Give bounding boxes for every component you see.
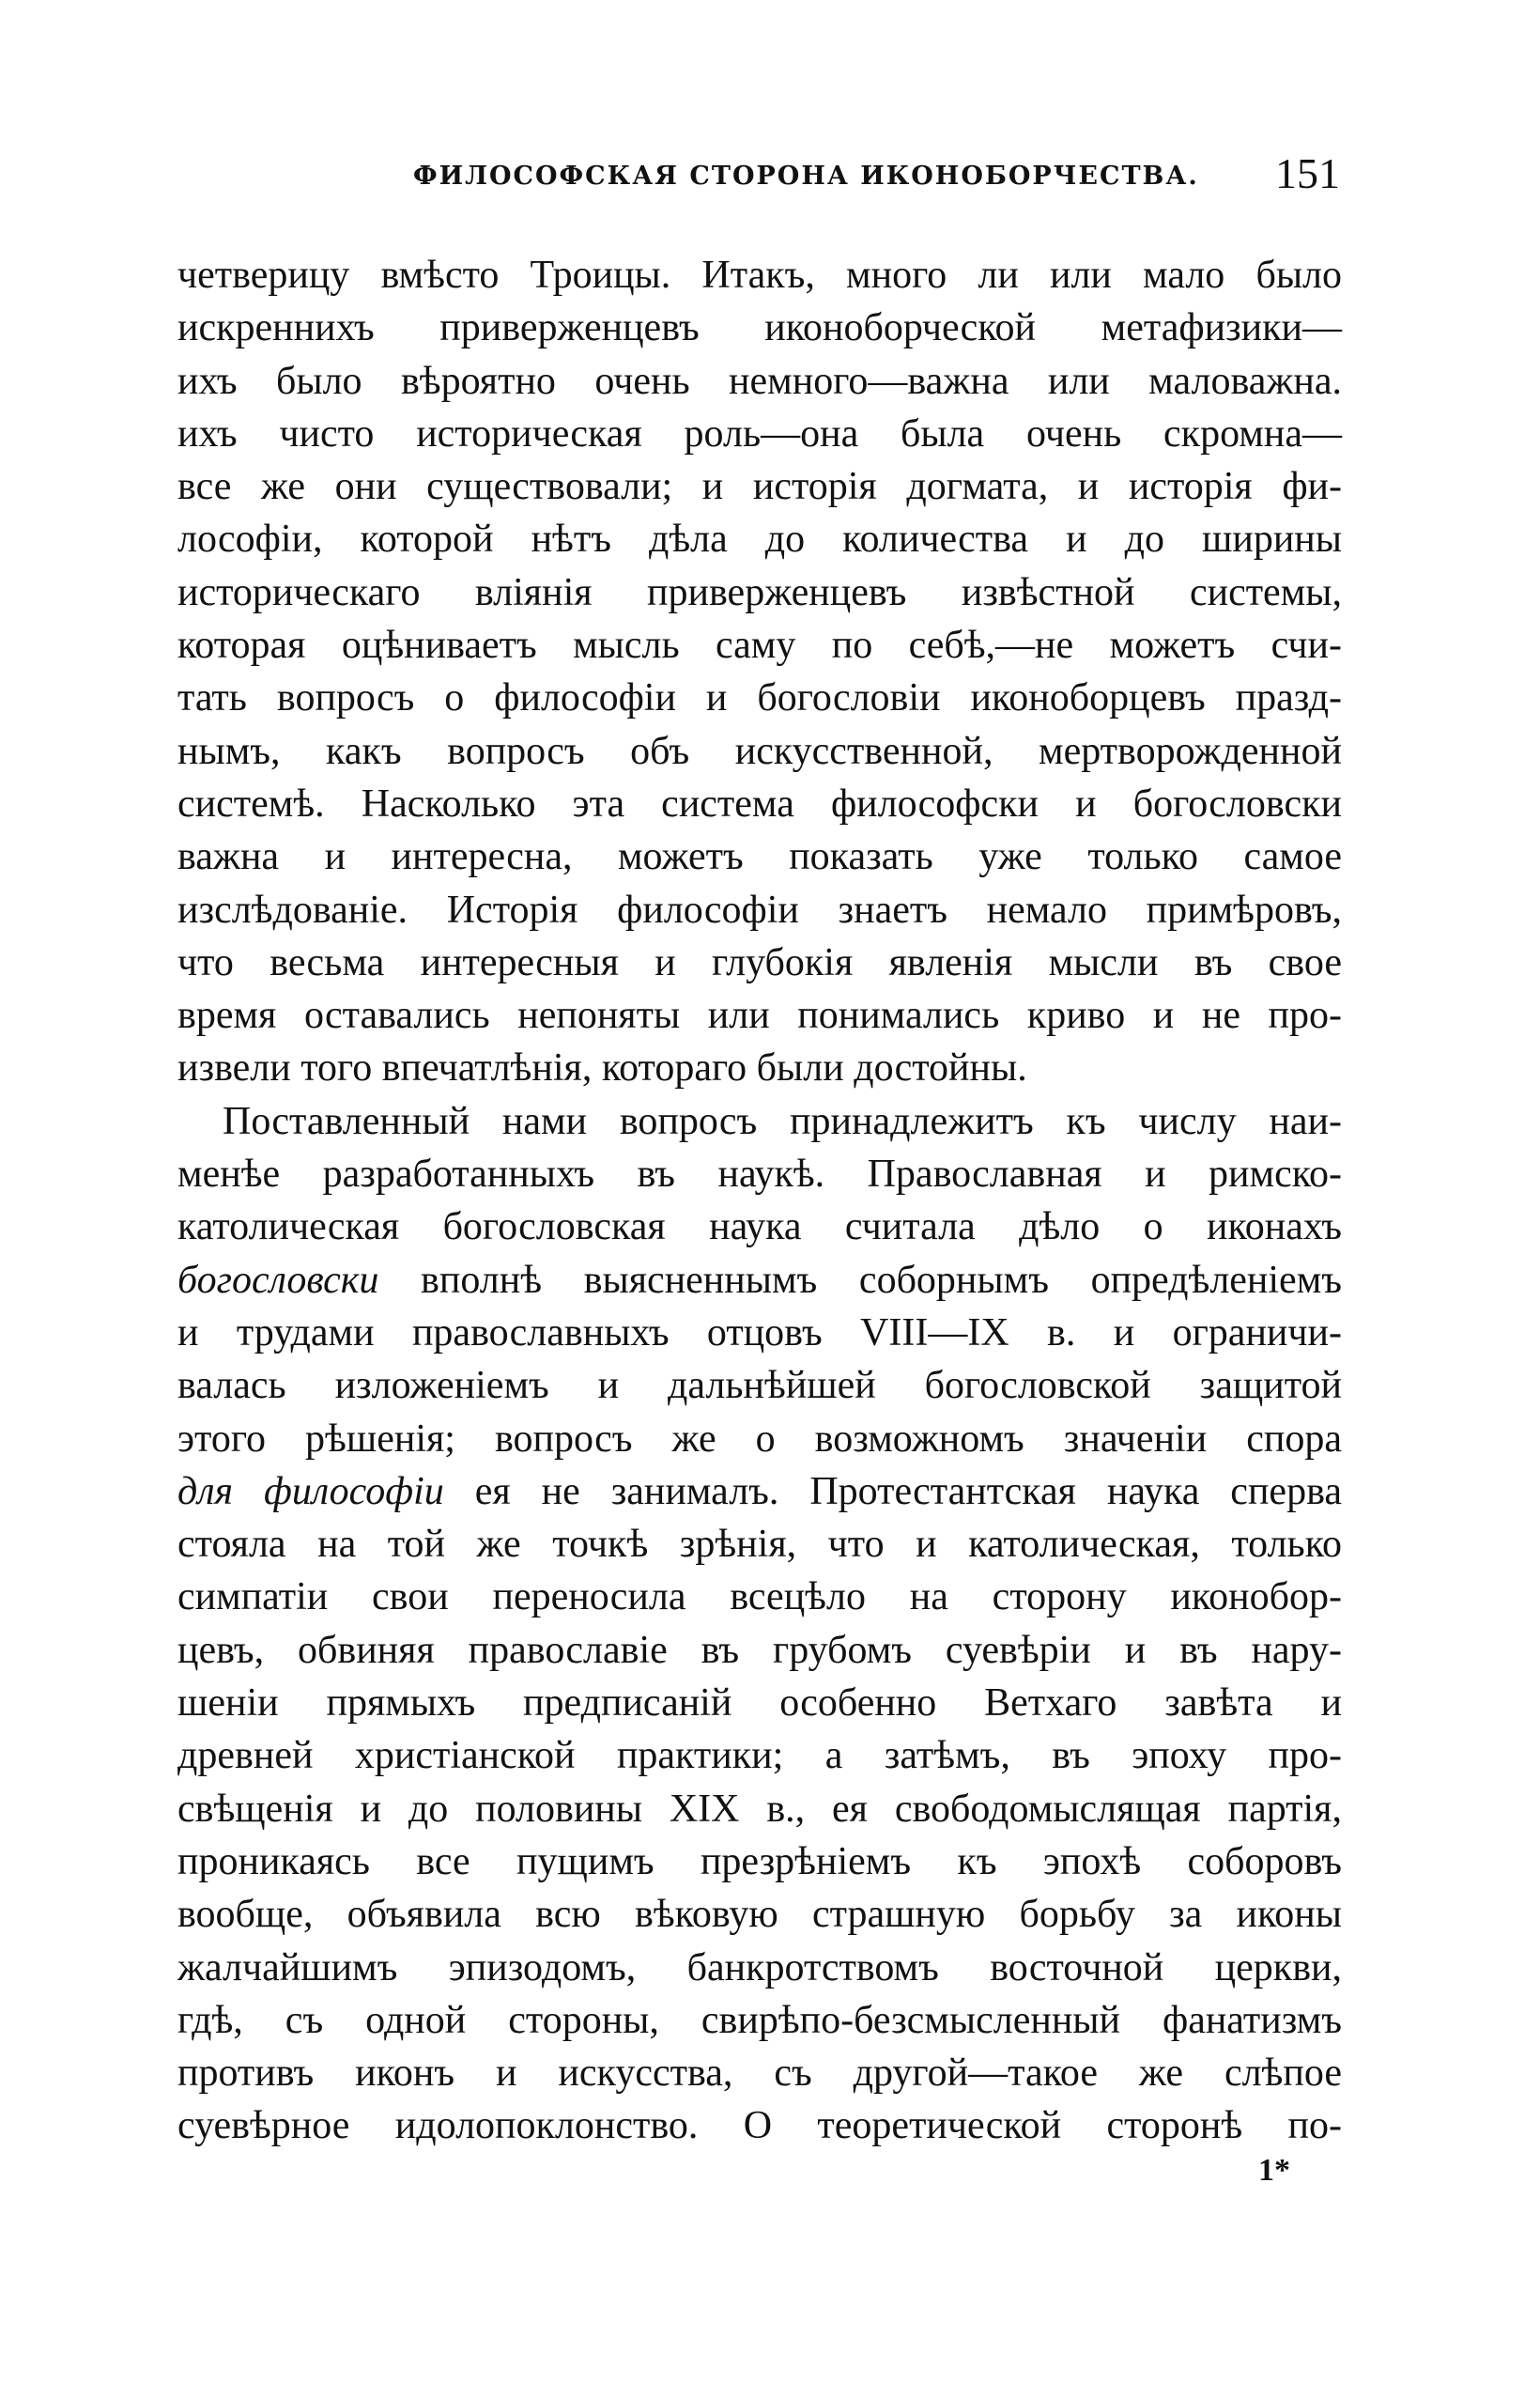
text-line [177,1465,1342,1518]
text-segment: симпатіи свои переносила всецѣло на сторону иконобор- [177,1575,1342,1619]
text-segment: тать вопросъ о философіи и богословіи иконоборцевъ празд- [177,676,1342,720]
text-line [177,302,1342,354]
text-segment: свѣщенія и до половины XIX в., ея свободомыслящая партія, [177,1787,1342,1831]
text-segment: противъ иконъ и искусства, съ другой—такое же слѣпое [177,2051,1342,2096]
text-segment: изслѣдованіе. Исторія философіи знаетъ немало примѣровъ, [177,888,1342,932]
page-number: 151 [1275,149,1340,197]
text-segment: лософіи, которой нѣтъ дѣла до количества и до ширины [177,518,1342,562]
text-line [177,884,1342,937]
text-segment: четверицу вмѣсто Троицы. Итакъ, много ли или мало было [177,254,1342,297]
text-segment: древней христіанской практики; а затѣмъ, въ эпоху про- [177,1734,1342,1778]
text-line [177,1677,1342,1729]
text-segment: суевѣрное идолопоклонство. О теоретической сторонѣ по- [177,2104,1342,2148]
text-segment: что весьма интересныя и глубокія явленія мысли въ свое [177,940,1342,984]
text-segment: католическая богословская наука считала дѣло о иконахъ [177,1205,1342,1249]
text-line [177,1518,1342,1571]
italic-text: богословски [177,1258,379,1302]
text-line [177,1571,1342,1623]
text-segment: цевъ, обвиняя православіе въ грубомъ суевѣріи и въ нару- [177,1628,1342,1672]
text-line [177,1307,1342,1359]
text-line [177,778,1342,830]
text-segment: все же они существовали; и исторія догмата, и исторія фи- [177,465,1342,509]
text-segment: которая оцѣниваетъ мысль саму по себѣ,—не можетъ счи- [177,624,1342,668]
running-title: ФИЛОСОФСКАЯ СТОРОНА ИКОНОБОРЧЕСТВА. [413,162,1199,191]
text-segment: вообще, объявила всю вѣковую страшную борьбу за иконы [177,1893,1342,1937]
text-segment: ихъ было вѣроятно очень немного—важна или маловажна. [177,359,1342,403]
text-line [177,1095,1342,1148]
text-line [177,355,1342,408]
text-line [177,2047,1342,2099]
text-segment: искреннихъ приверженцевъ иконоборческой метафизики— [177,306,1342,350]
text-line [177,460,1342,513]
text-line [177,1624,1342,1677]
text-line [177,1254,1342,1307]
text-segment: нымъ, какъ вопросъ объ искусственной, мертворожденной [177,729,1342,773]
text-segment: системѣ. Насколько эта система философски и богословски [177,782,1342,826]
text-line [177,1783,1342,1835]
text-line [177,830,1342,883]
text-segment: проникаясь все пущимъ презрѣніемъ къ эпохѣ соборовъ [177,1839,1342,1883]
text-line [177,1729,1342,1782]
text-segment: жалчайшимъ эпизодомъ, банкротствомъ восточной церкви, [177,1945,1342,1989]
text-line [177,249,1342,302]
text-line [177,619,1342,672]
text-line [177,672,1342,724]
text-segment: Поставленный нами вопросъ принадлежитъ къ числу наи- [223,1099,1342,1143]
text-segment: стояла на той же точкѣ зрѣнія, что и католическая, только [177,1523,1342,1567]
text-line [177,408,1342,460]
text-line [177,725,1342,778]
text-line [177,937,1342,989]
text-segment: время оставались непоняты или понимались криво и не про- [177,994,1342,1038]
text-line [177,513,1342,565]
text-line [177,1942,1342,1994]
text-line [177,2099,1342,2152]
signature-mark: 1* [1258,2153,1290,2188]
text-line [177,1200,1342,1253]
text-segment: ихъ чисто историческая роль—она была очень скромна— [177,411,1342,456]
text-line [177,1888,1342,1941]
page-body-text [177,249,1342,2153]
text-segment: менѣе разработанныхъ въ наукѣ. Православная и римско- [177,1153,1342,1197]
text-segment: важна и интересна, можетъ показать уже только самое [177,835,1342,879]
text-segment: ея не занималъ. Протестантская наука сперва [443,1469,1342,1513]
text-segment: гдѣ, съ одной стороны, свирѣпо-безсмысленный фанатизмъ [177,1998,1342,2042]
text-line [177,1148,1342,1200]
text-segment: этого рѣшенія; вопросъ же о возможномъ значеніи спора [177,1416,1342,1461]
text-line [177,1994,1342,2047]
text-line [177,566,1342,619]
text-segment: шеніи прямыхъ предписаній особенно Ветхаго завѣта и [177,1681,1342,1726]
text-line [177,1835,1342,1888]
italic-text: для философіи [177,1469,444,1513]
text-line [177,989,1342,1042]
text-segment: историческаго вліянія приверженцевъ извѣстной системы, [177,570,1342,614]
text-line [177,1359,1342,1412]
text-segment: извели того впечатлѣнія, котораго были достойны. [177,1046,1027,1091]
text-segment: и трудами православныхъ отцовъ VIII—IX в. и ограничи- [177,1310,1342,1355]
text-segment: вполнѣ выясненнымъ соборнымъ опредѣленіемъ [378,1258,1342,1302]
text-segment: валась изложеніемъ и дальнѣйшей богословской защитой [177,1364,1342,1408]
text-line [177,1042,1342,1094]
text-line [177,1413,1342,1465]
